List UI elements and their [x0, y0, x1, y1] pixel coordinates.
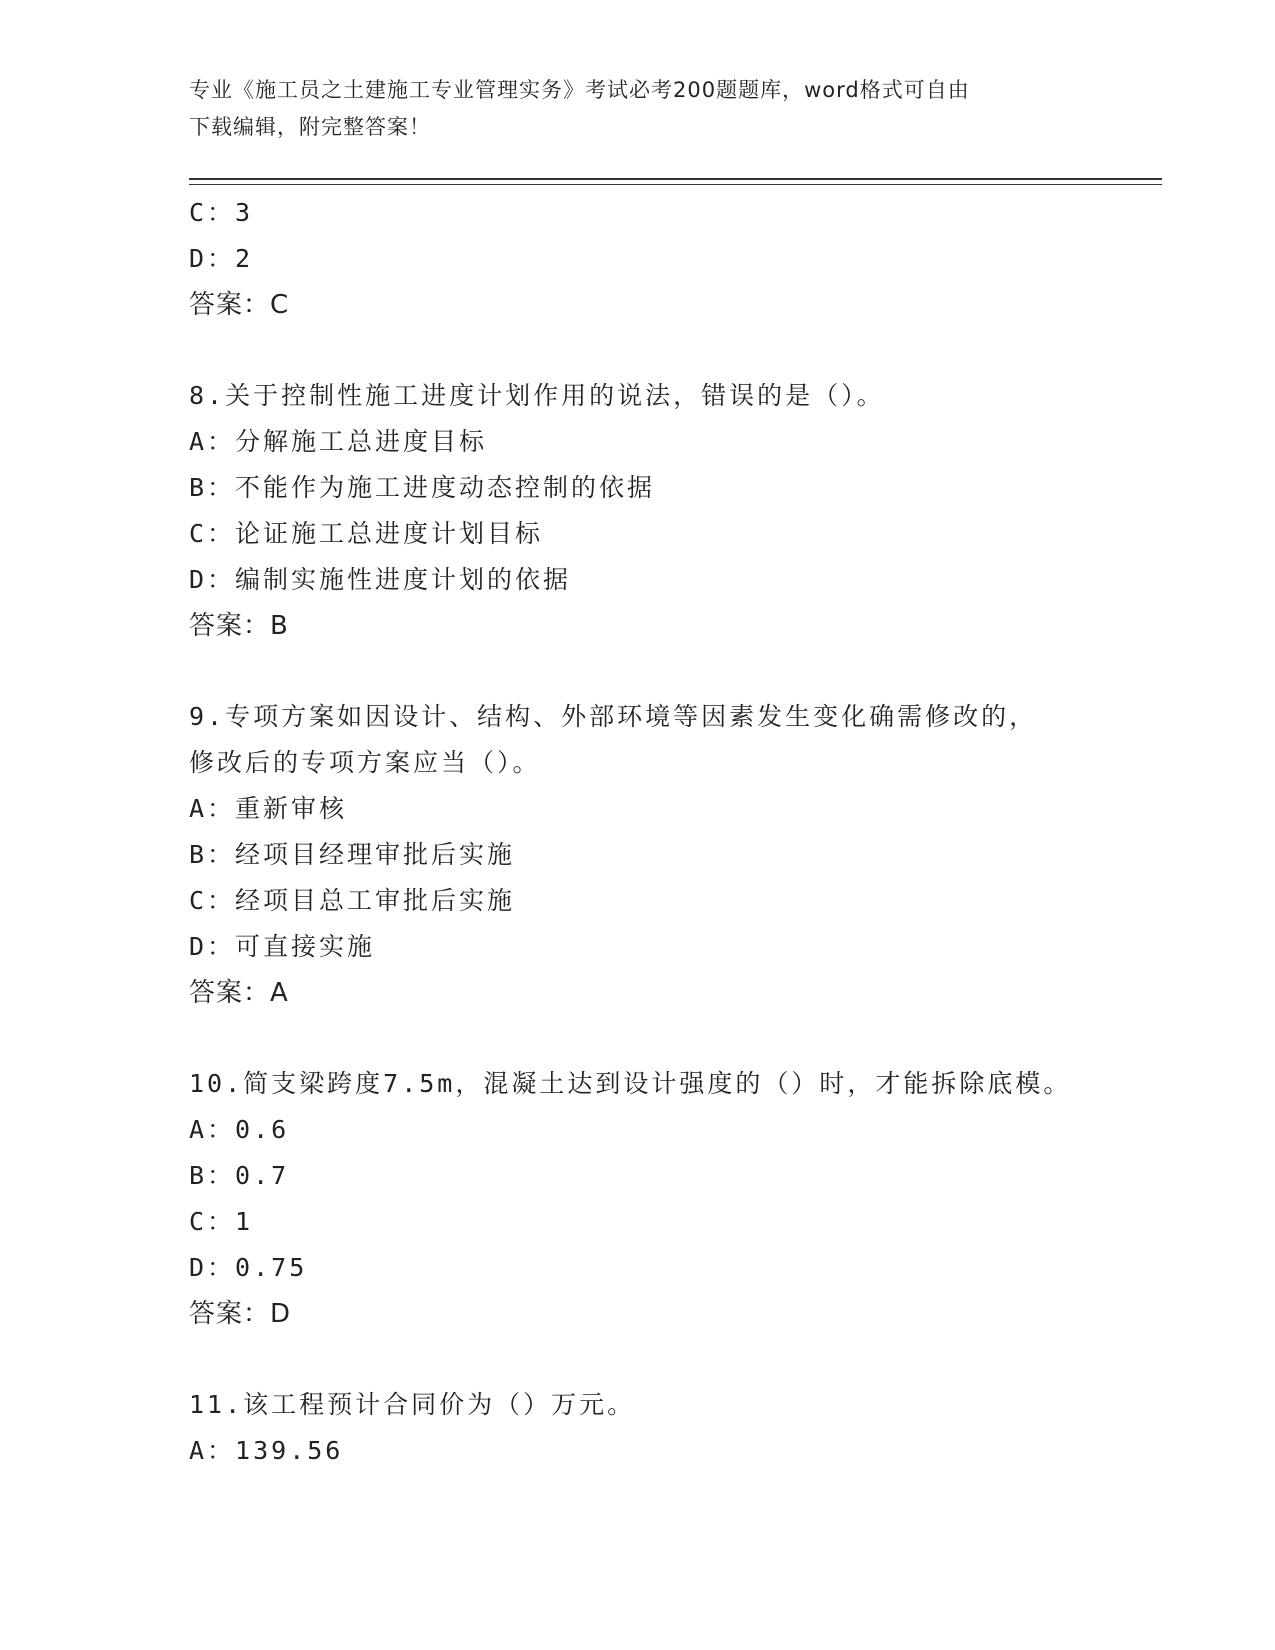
- option-d: D：可直接实施: [189, 932, 376, 961]
- question-text: 11.该工程预计合同价为（）万元。: [189, 1390, 636, 1419]
- question-10: [189, 1061, 1162, 1337]
- option-a: A：重新审核: [189, 794, 348, 823]
- option-c: C：3: [189, 198, 254, 227]
- question-9: [189, 694, 1162, 1016]
- option-b: B：0.7: [189, 1161, 290, 1190]
- header-divider-thin: [189, 184, 1162, 185]
- option-d: D：2: [189, 244, 254, 273]
- option-a: A：139.56: [189, 1436, 344, 1465]
- answer: 答案：B: [189, 611, 289, 641]
- option-c: C：论证施工总进度计划目标: [189, 519, 544, 548]
- answer: 答案：D: [189, 1299, 292, 1329]
- answer: 答案：A: [189, 978, 289, 1008]
- question-11: [189, 1382, 1162, 1474]
- question-text: 10.简支梁跨度7.5m，混凝土达到设计强度的（）时，才能拆除底模。: [189, 1069, 1072, 1098]
- question-text-line-2: 修改后的专项方案应当（）。: [189, 748, 541, 777]
- option-a: A：0.6: [189, 1115, 290, 1144]
- option-b: B：经项目经理审批后实施: [189, 840, 516, 869]
- question-text-line-1: 9.专项方案如因设计、结构、外部环境等因素发生变化确需修改的，: [189, 702, 1038, 731]
- option-d: D：编制实施性进度计划的依据: [189, 565, 572, 594]
- header-line-2: 下载编辑，附完整答案！: [189, 115, 431, 139]
- header-divider-thick: [189, 178, 1162, 180]
- answer: 答案：C: [189, 290, 290, 320]
- header-line-1: 专业《施工员之土建施工专业管理实务》考试必考200题题库，word格式可自由: [189, 78, 970, 102]
- question-list: [189, 190, 1162, 1474]
- question-text: 8.关于控制性施工进度计划作用的说法，错误的是（）。: [189, 381, 885, 410]
- option-b: B：不能作为施工进度动态控制的依据: [189, 473, 656, 502]
- question-8: [189, 373, 1162, 649]
- option-d: D：0.75: [189, 1253, 308, 1282]
- option-a: A：分解施工总进度目标: [189, 427, 488, 456]
- document-header: [189, 72, 1089, 146]
- previous-question-tail: [189, 190, 1162, 328]
- option-c: C：经项目总工审批后实施: [189, 886, 516, 915]
- option-c: C：1: [189, 1207, 254, 1236]
